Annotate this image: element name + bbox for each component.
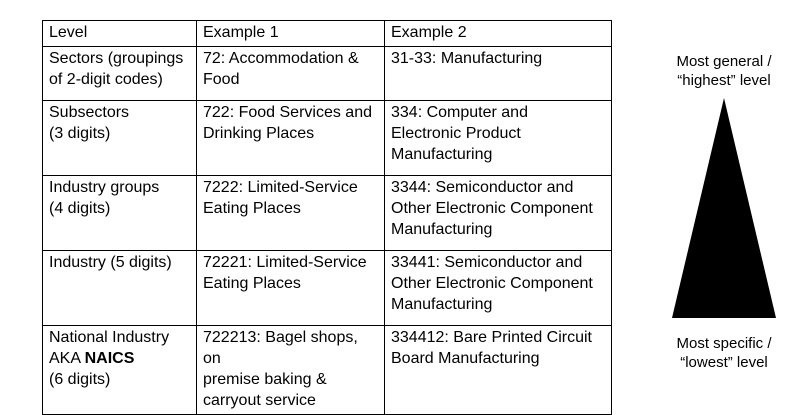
most-specific-label: Most specific / “lowest” level (676, 335, 772, 371)
table-header-row (43, 21, 612, 47)
example-2-cell: 334: Computer and Electronic Product Manufacturing (385, 101, 612, 176)
naics-hierarchy-table (42, 20, 612, 415)
example-1-cell: 72221: Limited-Service Eating Places (197, 251, 385, 326)
example-1-cell: 722213: Bagel shops, on premise baking & carryout service (197, 326, 385, 415)
example-1-cell: 7222: Limited-Service Eating Places (197, 176, 385, 251)
level-suffix: (6 digits) (49, 371, 111, 388)
level-cell: Industry groups (4 digits) (43, 176, 197, 251)
table-row (43, 251, 612, 326)
table-row (43, 326, 612, 415)
example-2-cell: 31-33: Manufacturing (385, 47, 612, 101)
example-1-cell: 722: Food Services and Drinking Places (197, 101, 385, 176)
table-row (43, 176, 612, 251)
level-cell (43, 326, 197, 415)
example-2-cell: 33441: Semiconductor and Other Electronic Component Manufacturing (385, 251, 612, 326)
header-level: Level (43, 21, 197, 47)
triangle-shape (672, 98, 776, 318)
specificity-triangle (672, 98, 776, 318)
example-2-cell: 3344: Semiconductor and Other Electronic Component Manufacturing (385, 176, 612, 251)
example-2-cell: 334412: Bare Printed Circuit Board Manufacturing (385, 326, 612, 415)
naics-bold-label: NAICS (84, 350, 135, 367)
header-example-2: Example 2 (385, 21, 612, 47)
level-cell: Industry (5 digits) (43, 251, 197, 326)
header-example-1: Example 1 (197, 21, 385, 47)
table-row (43, 101, 612, 176)
level-cell: Subsectors (3 digits) (43, 101, 197, 176)
level-prefix: National Industry AKA (49, 329, 170, 367)
table-row (43, 47, 612, 101)
level-cell: Sectors (groupings of 2-digit codes) (43, 47, 197, 101)
example-1-cell: 72: Accommodation & Food (197, 47, 385, 101)
most-general-label: Most general / “highest” level (676, 53, 772, 89)
